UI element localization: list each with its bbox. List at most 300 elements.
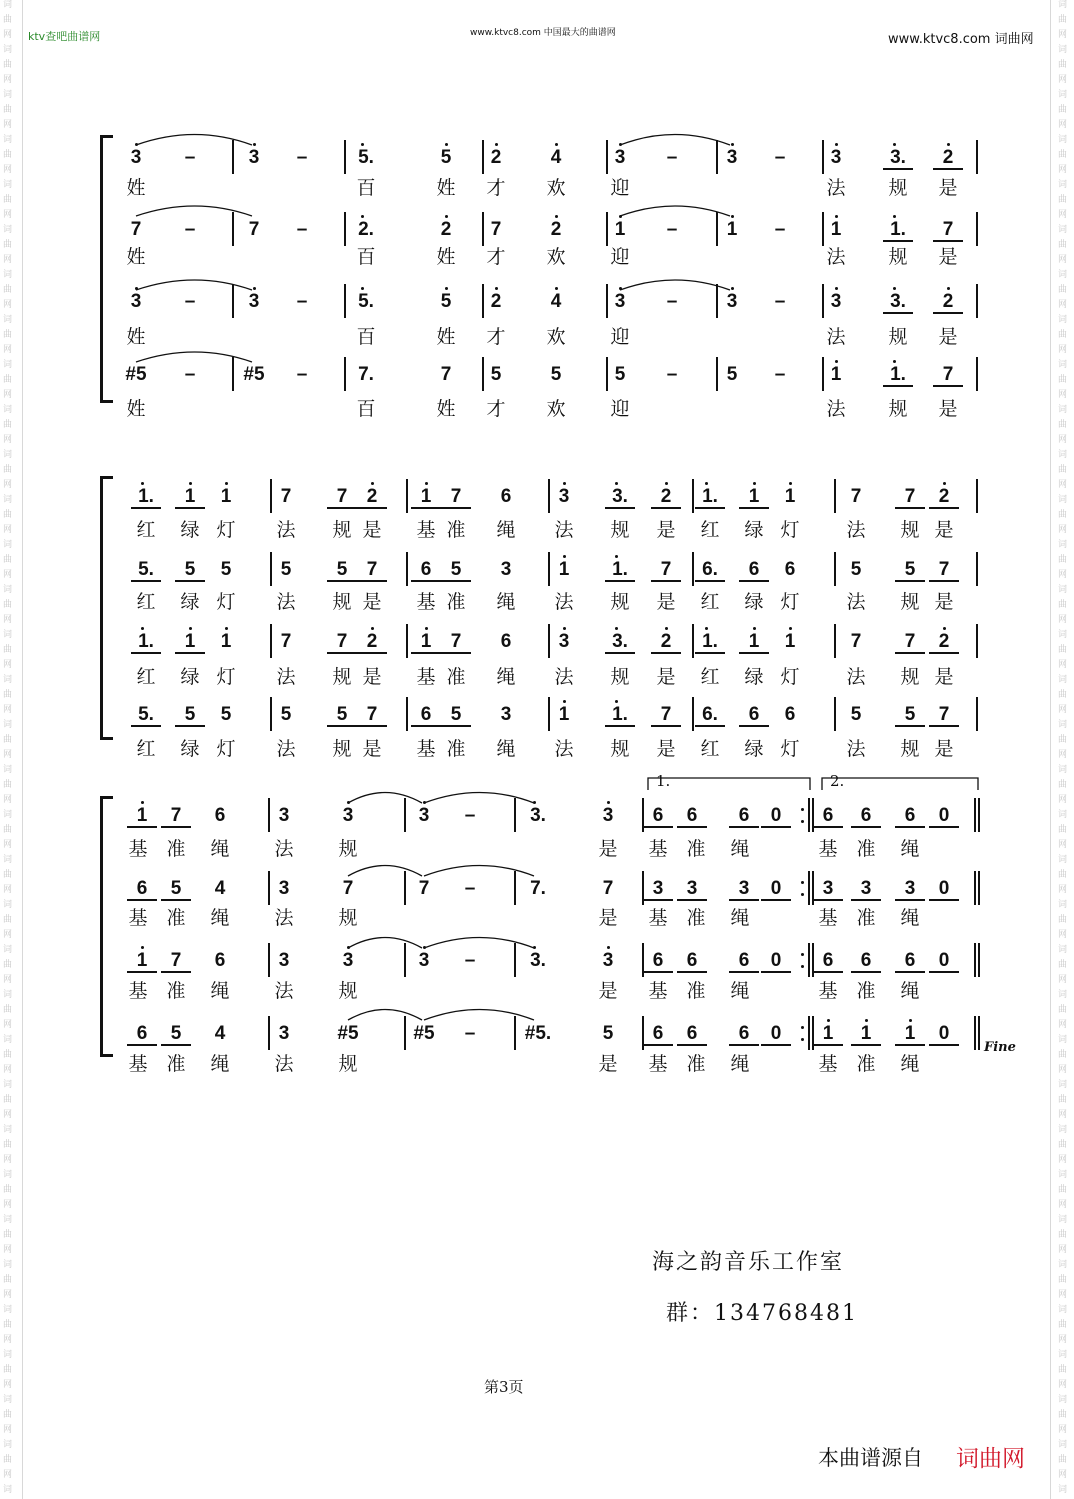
jianpu-note: 6: [500, 631, 512, 652]
watermark-char: 网: [1058, 570, 1068, 580]
jianpu-note: #5.: [524, 1023, 552, 1044]
jianpu-note: 4: [550, 291, 562, 312]
jianpu-note: 7: [933, 220, 963, 242]
watermark-char: 词: [1058, 1170, 1068, 1180]
jianpu-note: 3.: [883, 292, 913, 314]
watermark-char: 网: [1058, 1155, 1068, 1165]
watermark-char: 网: [1058, 300, 1068, 310]
watermark-char: 曲: [3, 60, 13, 70]
lyric-char: 法: [826, 177, 846, 199]
watermark-char: 曲: [1058, 690, 1068, 700]
lyric-char: 规: [900, 738, 920, 760]
lyric-char: 绿: [744, 591, 764, 613]
lyric-char: 欢: [546, 326, 566, 348]
watermark-char: 网: [3, 480, 13, 490]
watermark-char: 曲: [1058, 105, 1068, 115]
jianpu-note: 1: [895, 1024, 925, 1046]
watermark-char: 网: [3, 1155, 13, 1165]
jianpu-note: 2: [929, 487, 959, 509]
lyric-char: 红: [700, 738, 720, 760]
watermark-char: 曲: [1058, 195, 1068, 205]
watermark-char: 词: [3, 990, 13, 1000]
watermark-char: 网: [3, 165, 13, 175]
watermark-char: 网: [1058, 390, 1068, 400]
jianpu-note: 1: [784, 486, 796, 507]
lyric-char: 法: [846, 666, 866, 688]
footer-site-link[interactable]: 词曲网: [956, 1446, 1025, 1472]
lyric-char: 百: [356, 326, 376, 348]
watermark-char: 曲: [3, 1140, 13, 1150]
jianpu-note: –: [774, 219, 786, 240]
watermark-char: 词: [3, 270, 13, 280]
watermark-char: 网: [1058, 1110, 1068, 1120]
watermark-char: 曲: [3, 420, 13, 430]
lyric-char: 绳: [496, 738, 516, 760]
watermark-char: 词: [1058, 1485, 1068, 1495]
watermark-char: 词: [1058, 270, 1068, 280]
jianpu-note: 6: [643, 806, 673, 828]
lyric-char: 灯: [216, 666, 236, 688]
studio-name: 海之韵音乐工作室: [652, 1250, 845, 1275]
watermark-char: 词: [3, 180, 13, 190]
watermark-char: 词: [3, 1350, 13, 1360]
jianpu-note: 3: [130, 147, 142, 168]
jianpu-note: –: [296, 147, 308, 168]
lyric-char: 基: [818, 838, 838, 860]
lyric-char: 绳: [730, 907, 750, 929]
jianpu-note: 7: [602, 878, 614, 899]
jianpu-note: 5: [550, 364, 562, 385]
watermark-char: 词: [1058, 855, 1068, 865]
jianpu-note: 3: [726, 291, 738, 312]
header-right-text: www.ktvc8.com 词曲网: [888, 32, 1034, 47]
watermark-char: 词: [3, 855, 13, 865]
watermark-char: 网: [1058, 1245, 1068, 1255]
lyric-char: 基: [416, 519, 436, 541]
lyric-char: 红: [136, 666, 156, 688]
watermark-char: 词: [3, 1485, 13, 1495]
watermark-char: 词: [1058, 495, 1068, 505]
lyric-char: 基: [416, 738, 436, 760]
watermark-char: 网: [3, 795, 13, 805]
jianpu-note: 5: [327, 560, 357, 582]
watermark-char: 词: [1058, 900, 1068, 910]
jianpu-note: 7: [440, 364, 452, 385]
jianpu-note: 7: [130, 219, 142, 240]
watermark-char: 网: [3, 1245, 13, 1255]
watermark-char: 曲: [3, 1275, 13, 1285]
lyric-char: 规: [338, 980, 358, 1002]
header-left-text: ktv查吧曲谱网: [28, 30, 101, 43]
lyric-char: 基: [818, 980, 838, 1002]
watermark-char: 词: [1058, 405, 1068, 415]
watermark-char: 曲: [1058, 465, 1068, 475]
watermark-char: 曲: [3, 1050, 13, 1060]
lyric-char: 红: [700, 519, 720, 541]
watermark-char: 网: [1058, 255, 1068, 265]
jianpu-note: 3: [278, 805, 290, 826]
watermark-char: 曲: [1058, 60, 1068, 70]
watermark-char: 词: [3, 1395, 13, 1405]
lyric-char: 绿: [180, 666, 200, 688]
watermark-char: 网: [1058, 75, 1068, 85]
jianpu-note: 3: [500, 559, 512, 580]
jianpu-note: 3: [278, 1023, 290, 1044]
watermark-char: 网: [1058, 525, 1068, 535]
watermark-char: 网: [3, 30, 13, 40]
lyric-char: 基: [128, 838, 148, 860]
watermark-char: 词: [3, 135, 13, 145]
watermark-char: 曲: [1058, 1275, 1068, 1285]
jianpu-note: 7: [357, 705, 387, 727]
lyric-char: 是: [598, 980, 618, 1002]
watermark-char: 网: [3, 660, 13, 670]
watermark-char: 词: [1058, 1395, 1068, 1405]
jianpu-note: 4: [214, 1023, 226, 1044]
lyric-char: 规: [338, 838, 358, 860]
watermark-char: 网: [1058, 120, 1068, 130]
lyric-char: 是: [934, 666, 954, 688]
lyric-char: 红: [700, 666, 720, 688]
watermark-char: 网: [3, 75, 13, 85]
jianpu-note: 6: [784, 559, 796, 580]
watermark-char: 曲: [3, 1410, 13, 1420]
lyric-char: 姓: [126, 246, 146, 268]
jianpu-note: 5: [441, 560, 471, 582]
jianpu-note: 7: [895, 632, 925, 654]
jianpu-note: 2: [651, 632, 681, 654]
jianpu-note: 7: [651, 705, 681, 727]
lyric-char: 准: [686, 980, 706, 1002]
jianpu-note: 1.: [605, 705, 635, 727]
lyric-char: 规: [888, 177, 908, 199]
watermark-char: 网: [3, 1200, 13, 1210]
watermark-char: 曲: [1058, 1230, 1068, 1240]
lyric-char: 绿: [180, 591, 200, 613]
watermark-char: 网: [1058, 795, 1068, 805]
lyric-char: 法: [846, 591, 866, 613]
lyric-char: 准: [686, 907, 706, 929]
lyric-char: 法: [846, 519, 866, 541]
jianpu-note: 7.: [530, 878, 546, 899]
lyric-char: 基: [416, 666, 436, 688]
jianpu-note: 6: [214, 805, 226, 826]
watermark-char: 词: [1058, 585, 1068, 595]
lyric-char: 红: [136, 591, 156, 613]
watermark-char: 词: [1058, 135, 1068, 145]
lyric-char: 才: [486, 177, 506, 199]
jianpu-note: 1: [830, 364, 842, 385]
jianpu-note: #5: [243, 364, 265, 385]
watermark-char: 网: [1058, 615, 1068, 625]
lyric-char: 绳: [900, 838, 920, 860]
jianpu-note: 5: [895, 560, 925, 582]
watermark-char: 词: [3, 1260, 13, 1270]
watermark-char: 网: [3, 1425, 13, 1435]
jianpu-note: 5.: [131, 705, 161, 727]
lyric-char: 迎: [610, 398, 630, 420]
jianpu-note: 6: [895, 951, 925, 973]
jianpu-note: 3: [895, 879, 925, 901]
jianpu-note: 6: [411, 560, 441, 582]
lyric-char: 法: [554, 666, 574, 688]
jianpu-note: 5: [850, 704, 862, 725]
jianpu-note: 3: [342, 950, 354, 971]
jianpu-note: 1: [558, 559, 570, 580]
jianpu-note: 1: [784, 631, 796, 652]
jianpu-note: 2: [651, 487, 681, 509]
lyric-char: 是: [934, 738, 954, 760]
lyric-char: 是: [362, 666, 382, 688]
watermark-char: 词: [1058, 1350, 1068, 1360]
watermark-char: 曲: [3, 375, 13, 385]
lyric-char: 绿: [744, 738, 764, 760]
jianpu-note: 1.: [695, 487, 725, 509]
jianpu-note: 6: [739, 705, 769, 727]
jianpu-note: –: [184, 364, 196, 385]
jianpu-note: 6: [784, 704, 796, 725]
watermark-char: 曲: [1058, 1185, 1068, 1195]
lyric-char: 法: [274, 838, 294, 860]
watermark-char: 网: [1058, 165, 1068, 175]
watermark-char: 网: [1058, 660, 1068, 670]
watermark-char: 曲: [3, 240, 13, 250]
lyric-char: 姓: [436, 246, 456, 268]
lyric-char: 规: [332, 666, 352, 688]
jianpu-note: 6: [729, 806, 759, 828]
lyric-char: 绳: [210, 907, 230, 929]
jianpu-note: 3: [418, 950, 430, 971]
watermark-char: 曲: [1058, 825, 1068, 835]
watermark-char: 网: [3, 435, 13, 445]
lyric-char: 法: [826, 398, 846, 420]
jianpu-note: 7: [490, 219, 502, 240]
jianpu-note: 7: [418, 878, 430, 899]
jianpu-note: –: [666, 364, 678, 385]
lyric-char: 是: [362, 519, 382, 541]
watermark-char: 词: [3, 720, 13, 730]
watermark-char: 网: [3, 975, 13, 985]
watermark-char: 曲: [1058, 150, 1068, 160]
jianpu-note: 3: [677, 879, 707, 901]
jianpu-note: –: [296, 219, 308, 240]
watermark-char: 网: [3, 1290, 13, 1300]
lyric-char: 基: [128, 907, 148, 929]
jianpu-note: 0: [761, 951, 791, 973]
watermark-char: 词: [1058, 1305, 1068, 1315]
lyric-char: 是: [934, 519, 954, 541]
lyric-char: 是: [598, 838, 618, 860]
lyric-char: 基: [648, 980, 668, 1002]
jianpu-note: 1: [739, 487, 769, 509]
lyric-char: 规: [332, 738, 352, 760]
jianpu-note: 3: [558, 631, 570, 652]
jianpu-note: 6: [677, 806, 707, 828]
lyric-char: 准: [446, 591, 466, 613]
lyric-char: 基: [128, 980, 148, 1002]
lyric-char: 姓: [126, 398, 146, 420]
jianpu-note: 7: [280, 486, 292, 507]
watermark-char: 曲: [3, 735, 13, 745]
watermark-char: 网: [1058, 210, 1068, 220]
jianpu-note: 3: [813, 879, 843, 901]
fine-mark: Fine: [984, 1040, 1016, 1055]
watermark-char: 词: [1058, 630, 1068, 640]
watermark-char: 词: [3, 1170, 13, 1180]
jianpu-note: –: [774, 147, 786, 168]
watermark-char: 网: [3, 1110, 13, 1120]
watermark-char: 词: [3, 1440, 13, 1450]
watermark-char: 词: [3, 630, 13, 640]
jianpu-note: 2: [929, 632, 959, 654]
jianpu-note: 3: [851, 879, 881, 901]
lyric-char: 迎: [610, 246, 630, 268]
lyric-char: 是: [938, 177, 958, 199]
watermark-char: 曲: [1058, 330, 1068, 340]
lyric-char: 绳: [210, 980, 230, 1002]
lyric-char: 绳: [900, 907, 920, 929]
watermark-char: 网: [3, 840, 13, 850]
lyric-char: 法: [826, 326, 846, 348]
lyric-char: 规: [888, 246, 908, 268]
lyric-char: 才: [486, 246, 506, 268]
watermark-char: 词: [1058, 45, 1068, 55]
jianpu-note: 0: [929, 951, 959, 973]
jianpu-note: 0: [929, 1024, 959, 1046]
jianpu-note: 7: [929, 560, 959, 582]
jianpu-note: 6: [643, 1024, 673, 1046]
watermark-char: 词: [3, 45, 13, 55]
jianpu-note: 3: [248, 147, 260, 168]
watermark-char: 曲: [1058, 1320, 1068, 1330]
lyric-char: 规: [610, 519, 630, 541]
watermark-char: 曲: [3, 1185, 13, 1195]
jianpu-note: 1: [175, 632, 205, 654]
jianpu-note: 6: [677, 1024, 707, 1046]
jianpu-note: 5: [614, 364, 626, 385]
lyric-char: 法: [846, 738, 866, 760]
jianpu-note: 1.: [131, 487, 161, 509]
jianpu-note: 2: [490, 291, 502, 312]
jianpu-note: 1.: [695, 632, 725, 654]
lyric-char: 准: [686, 838, 706, 860]
watermark-char: 词: [3, 1215, 13, 1225]
lyric-char: 是: [934, 591, 954, 613]
jianpu-note: 3: [500, 704, 512, 725]
watermark-char: 曲: [1058, 645, 1068, 655]
watermark-char: 词: [1058, 1215, 1068, 1225]
lyric-char: 才: [486, 326, 506, 348]
watermark-char: 曲: [3, 465, 13, 475]
lyric-char: 法: [274, 907, 294, 929]
lyric-char: 绳: [900, 1053, 920, 1075]
lyric-char: 迎: [610, 326, 630, 348]
jianpu-note: 5: [280, 559, 292, 580]
jianpu-note: 1.: [883, 220, 913, 242]
watermark-char: 词: [1058, 1260, 1068, 1270]
jianpu-note: –: [666, 291, 678, 312]
jianpu-note: 5: [220, 559, 232, 580]
jianpu-note: 7: [651, 560, 681, 582]
jianpu-note: 5.: [131, 560, 161, 582]
lyric-char: 是: [362, 738, 382, 760]
lyric-char: 法: [554, 591, 574, 613]
lyric-char: 灯: [780, 738, 800, 760]
jianpu-note: 5: [280, 704, 292, 725]
lyric-char: 准: [166, 838, 186, 860]
watermark-char: 词: [3, 540, 13, 550]
lyric-char: 规: [332, 591, 352, 613]
jianpu-note: 6.: [695, 560, 725, 582]
jianpu-note: 2: [933, 292, 963, 314]
watermark-char: 词: [1058, 450, 1068, 460]
jianpu-note: –: [666, 147, 678, 168]
jianpu-note: 2: [357, 632, 387, 654]
lyric-char: 法: [276, 666, 296, 688]
jianpu-note: 6: [214, 950, 226, 971]
watermark-char: 网: [3, 525, 13, 535]
lyric-char: 是: [656, 519, 676, 541]
jianpu-note: 5: [441, 705, 471, 727]
jianpu-note: 2.: [358, 219, 374, 240]
lyric-char: 姓: [436, 177, 456, 199]
lyric-char: 绳: [730, 1053, 750, 1075]
jianpu-note: 2: [357, 487, 387, 509]
watermark-char: 曲: [1058, 1050, 1068, 1060]
lyric-char: 绳: [730, 980, 750, 1002]
watermark-char: 词: [1058, 720, 1068, 730]
lyric-char: 规: [610, 591, 630, 613]
jianpu-note: 7: [161, 951, 191, 973]
watermark-char: 词: [3, 1125, 13, 1135]
lyric-char: 姓: [126, 326, 146, 348]
jianpu-note: 7: [248, 219, 260, 240]
jianpu-note: 7: [850, 486, 862, 507]
watermark-char: 词: [1058, 810, 1068, 820]
watermark-char: 网: [1058, 930, 1068, 940]
watermark-char: 曲: [3, 915, 13, 925]
watermark-char: 词: [3, 810, 13, 820]
watermark-char: 曲: [1058, 1140, 1068, 1150]
jianpu-note: 7: [357, 560, 387, 582]
lyric-char: 规: [900, 666, 920, 688]
watermark-char: 曲: [1058, 1095, 1068, 1105]
lyric-char: 欢: [546, 246, 566, 268]
jianpu-note: 3: [614, 147, 626, 168]
watermark-char: 词: [3, 405, 13, 415]
jianpu-note: 1: [411, 632, 441, 654]
lyric-char: 绳: [730, 838, 750, 860]
lyric-char: 法: [276, 591, 296, 613]
watermark-char: 曲: [3, 1095, 13, 1105]
watermark-char: 词: [1058, 1035, 1068, 1045]
jianpu-note: 7: [895, 487, 925, 509]
lyric-char: 是: [656, 591, 676, 613]
jianpu-note: 1: [220, 631, 232, 652]
watermark-char: 词: [3, 90, 13, 100]
lyric-char: 是: [362, 591, 382, 613]
watermark-char: 曲: [1058, 375, 1068, 385]
lyric-char: 是: [598, 907, 618, 929]
jianpu-note: 1: [127, 806, 157, 828]
lyric-char: 准: [166, 1053, 186, 1075]
watermark-char: 曲: [1058, 960, 1068, 970]
lyric-char: 法: [274, 1053, 294, 1075]
watermark-char: 曲: [3, 510, 13, 520]
watermark-char: 网: [1058, 1335, 1068, 1345]
watermark-char: 网: [3, 705, 13, 715]
lyric-char: 百: [356, 177, 376, 199]
